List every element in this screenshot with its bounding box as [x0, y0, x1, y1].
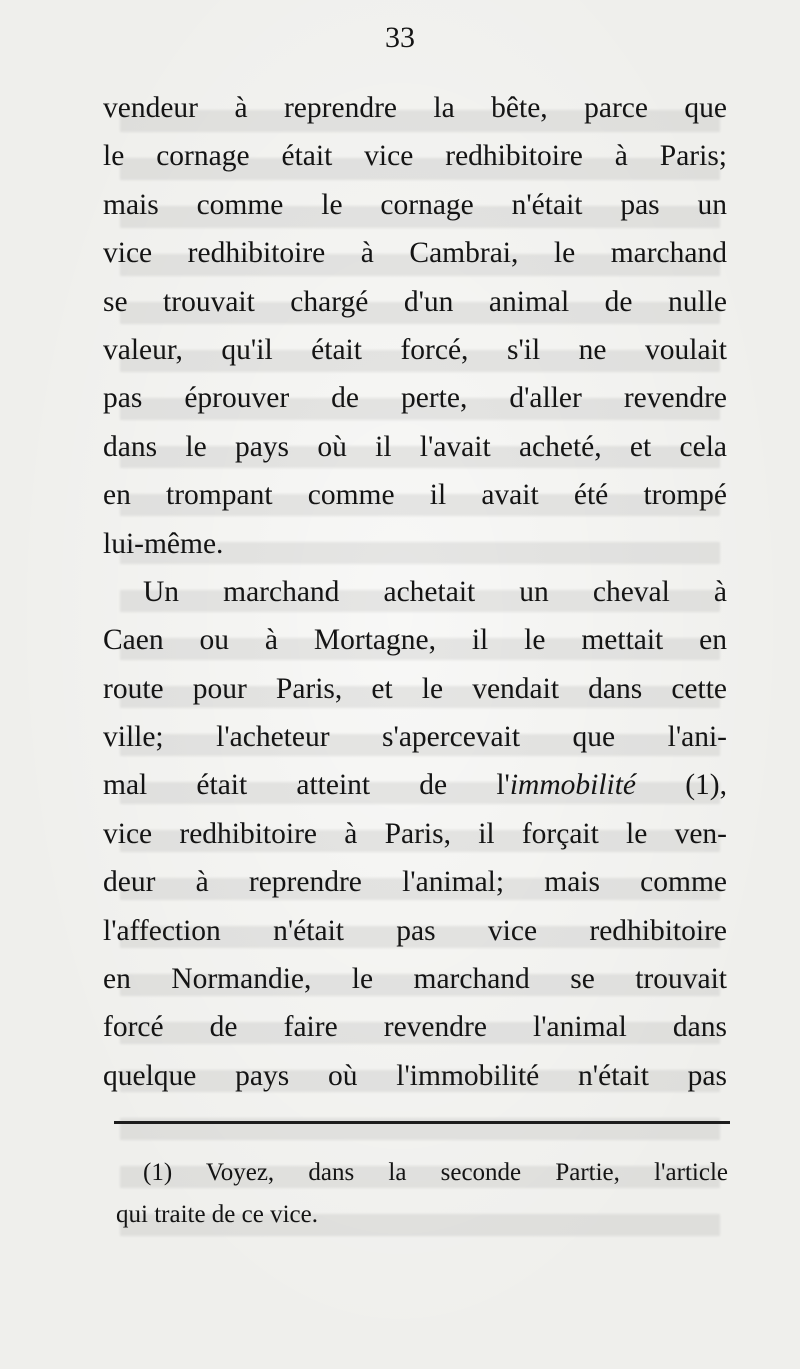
text-line: ville; l'acheteur s'apercevait que l'ani-	[103, 721, 727, 754]
text-line: dans le pays où il l'avait acheté, et cela	[103, 430, 727, 463]
text-line: quelque pays où l'immobilité n'était pas	[103, 1059, 727, 1092]
text-line: vice redhibitoire à Paris, il forçait le ven-	[103, 817, 727, 850]
text-line: forcé de faire revendre l'animal dans	[103, 1011, 727, 1044]
text-line: vendeur à reprendre la bête, parce que	[103, 92, 727, 124]
body-text	[103, 84, 727, 1100]
text-line-with-italic	[103, 761, 727, 809]
text-line: l'affection n'était pas vice redhibitoire	[103, 914, 727, 947]
italic-term: immobilité	[509, 769, 637, 802]
footnote-line: qui traite de ce vice.	[116, 1201, 318, 1228]
footnote-separator-rule	[114, 1121, 730, 1124]
text-line: se trouvait chargé d'un animal de nulle	[103, 285, 727, 318]
footnote	[116, 1152, 728, 1236]
text-line: en Normandie, le marchand se trouvait	[103, 963, 727, 996]
page-number: 33	[385, 21, 415, 54]
text-line: route pour Paris, et le vendait dans cette	[103, 672, 727, 705]
text-line: en trompant comme il avait été trompé	[103, 479, 727, 512]
text-line: le cornage était vice redhibitoire à Paris;	[103, 140, 727, 173]
text-line: Caen ou à Mortagne, il le mettait en	[103, 624, 727, 657]
footnote-line: (1) Voyez, dans la seconde Partie, l'article	[143, 1159, 728, 1186]
text-line: valeur, qu'il était forcé, s'il ne voulait	[103, 333, 727, 366]
text-line: pas éprouver de perte, d'aller revendre	[103, 382, 727, 415]
text-line: mais comme le cornage n'était pas un	[103, 188, 727, 221]
paragraph-first-line: Un marchand achetait un cheval à	[143, 575, 727, 608]
text-line: deur à reprendre l'animal; mais comme	[103, 866, 727, 899]
text-line: lui-même.	[103, 527, 224, 560]
text-line: vice redhibitoire à Cambrai, le marchand	[103, 237, 727, 270]
footnote-ref: (1),	[636, 769, 727, 802]
line-segment: mal était atteint de l'	[103, 769, 510, 802]
